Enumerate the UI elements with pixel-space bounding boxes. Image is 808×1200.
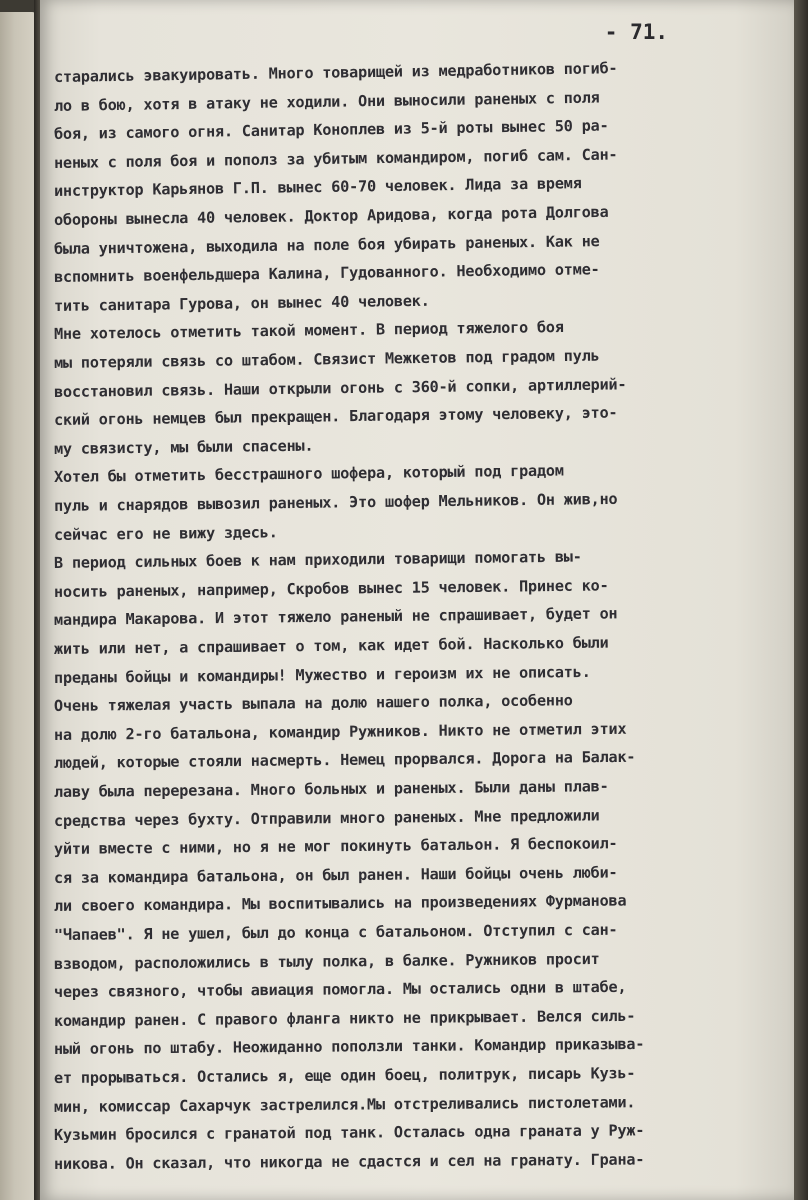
text-line: ся за командира батальона, он был ранен. Наши бойцы очень люби- — [53, 863, 618, 887]
text-line: взводом, расположились в тылу полка, в балке. Ружников просит — [53, 949, 600, 973]
text-line: боя, из самого огня. Санитар Коноплев из 5-й роты вынес 50 ра- — [53, 116, 609, 144]
text-line: ло в бою, хотя в атаку не ходили. Они выносили раненых с поля — [53, 88, 600, 115]
text-line: носить раненых, например, Скробов вынес 15 человек. Принес ко- — [53, 576, 609, 601]
page-number: - 71. — [604, 20, 668, 44]
text-line: "Чапаев". Я не ушел, был до конца с батальоном. Отступил с сан- — [53, 920, 618, 944]
text-line: мы потеряли связь со штабом. Связист Межкетов под градом пуль — [53, 346, 600, 372]
left-page-edge — [0, 12, 38, 1200]
text-line: Очень тяжелая участь выпала на долю нашего полка, особенно — [53, 691, 573, 716]
text-line: неных с поля боя и пополз за убитым командиром, погиб сам. Сан- — [53, 145, 618, 172]
text-line: вспомнить военфельдшера Калина, Гудованного. Необходимо отме- — [53, 260, 600, 287]
text-line: В период сильных боев к нам приходили товарищи помогать вы- — [53, 547, 582, 573]
text-line: сейчас его не вижу здесь. — [53, 522, 278, 544]
text-line: пуль и снарядов вывозил раненых. Это шофер Мельников. Он жив,но — [53, 489, 618, 515]
text-line: восстановил связь. Наши открыли огонь с 360-й сопки, артиллерий- — [53, 374, 627, 401]
text-line: Мне хотелось отметить такой момент. В период тяжелого боя — [53, 318, 564, 344]
text-line: Хотел бы отметить бесстрашного шофера, который под градом — [53, 461, 564, 487]
text-line: никова. Он сказал, что никогда не сдастся и сел на гранату. Грана- — [53, 1150, 645, 1173]
text-line: преданы бойцы и командиры! Мужество и героизм их не описать. — [53, 662, 591, 687]
text-line: мин, комиссар Сахарчук застрелился.Мы отстреливались пистолетами. — [53, 1092, 636, 1116]
text-line: командир ранен. С правого фланга никто не прикрывает. Велся силь- — [53, 1006, 636, 1030]
text-line: средства через бухту. Отправили много раненых. Мне предложили — [53, 805, 600, 830]
document-page — [40, 0, 796, 1200]
text-line: ет прорываться. Остались я, еще один боец, политрук, писарь Кузь- — [53, 1064, 636, 1087]
text-line: людей, которые стояли насмерть. Немец прорвался. Дорога на Балак- — [53, 748, 636, 773]
text-line: инструктор Карьянов Г.П. вынес 60-70 человек. Лида за время — [53, 174, 582, 201]
text-line: жить или нет, а спрашивает о том, как идет бой. Насколько были — [53, 633, 609, 658]
text-line: обороны вынесла 40 человек. Доктор Аридова, когда рота Долгова — [53, 202, 609, 229]
text-line: через связного, чтобы авиация помогла. Мы остались одни в штабе, — [53, 978, 627, 1002]
text-line: ли своего командира. Мы воспитывались на произведениях Фурманова — [53, 891, 627, 916]
right-page-edge — [794, 0, 808, 1200]
text-line: тить санитара Гурова, он вынес 40 человек. — [53, 291, 430, 315]
text-line: лаву была перерезана. Много больных и раненых. Были даны плав- — [53, 777, 609, 801]
text-line: мандира Макарова. И этот тяжело раненый не спрашивает, будет он — [53, 604, 618, 630]
text-line: му связисту, мы были спасены. — [53, 436, 314, 458]
text-line: на долю 2-го батальона, командир Ружников. Никто не отметил этих — [53, 719, 627, 744]
text-line: уйти вместе с ними, но я не мог покинуть батальон. Я беспокоил- — [53, 834, 618, 859]
text-line: ский огонь немцев был прекращен. Благодаря этому человеку, это- — [53, 403, 618, 430]
text-line: была уничтожена, выходила на поле боя убирать раненых. Как не — [53, 231, 600, 258]
text-line: старались эвакуировать. Много товарищей из медработников погиб- — [53, 59, 618, 86]
text-line: ный огонь по штабу. Неожиданно поползли танки. Командир приказыва- — [53, 1035, 645, 1059]
text-line: Кузьмин бросился с гранатой под танк. Осталась одна граната у Руж- — [53, 1121, 645, 1145]
